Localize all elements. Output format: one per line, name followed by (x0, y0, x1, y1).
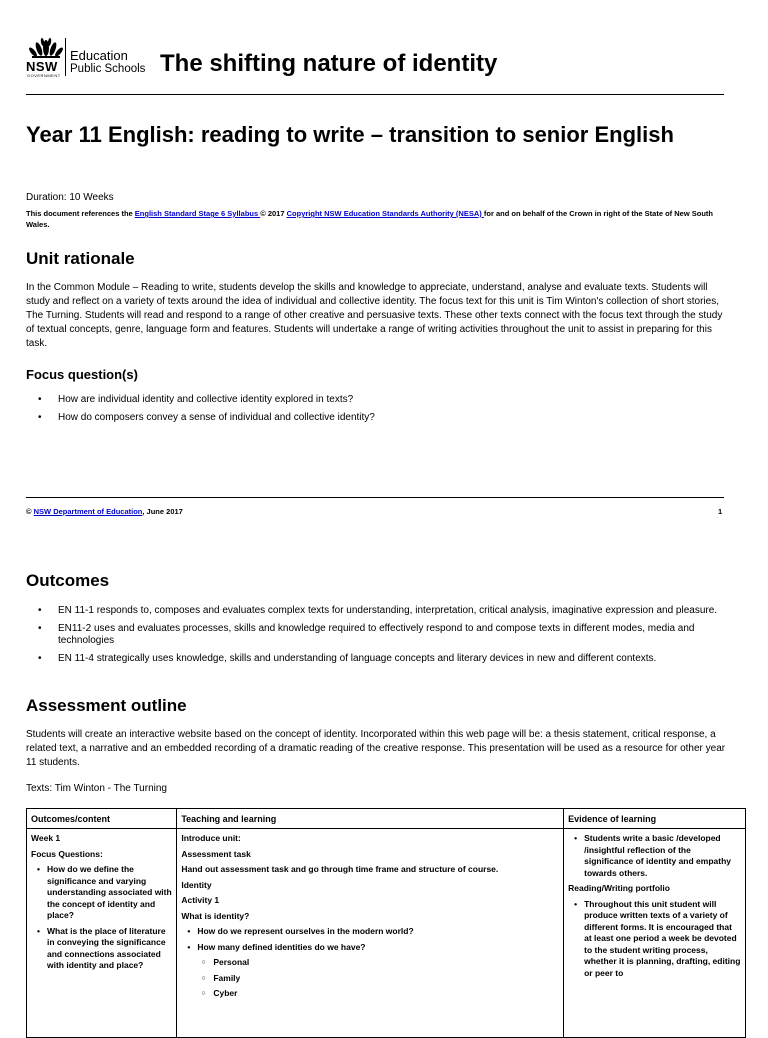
list-item: • EN 11-4 strategically uses knowledge, skills and understanding of language concepts and literary devices in new and different contexts. (26, 653, 724, 666)
list-item: • What is the place of literature in conveying the significance and connections associated with identity and place? (31, 926, 172, 972)
footer-date: , June 2017 (142, 507, 183, 516)
list-item: • How many defined identities do we have? (181, 942, 559, 954)
list-item: • Students write a basic /developed /insightful reflection of the significance of identity and empathy towards others. (568, 833, 741, 879)
list-item: ○ Personal (181, 957, 559, 969)
document-header (26, 36, 724, 95)
teaching-learning-cell (177, 829, 564, 1038)
introduce-unit-label: Introduce unit: (181, 833, 241, 843)
list-item: ○ Family (181, 973, 559, 985)
focus-questions-label: Focus Questions: (31, 848, 103, 859)
page-number: 1 (718, 507, 723, 516)
evidence-list (568, 833, 741, 879)
assessment-outline-text: Students will create an interactive website based on the concept of identity. Incorporated within this web page will be: a thesis statement, critical response, a related text, a narrative and an embedded recording of a dramatic reading of the creative response. This presentation will be used as a resource for other year 11 students. (26, 729, 726, 768)
unit-table (26, 808, 746, 1038)
column-header: Evidence of learning (564, 809, 746, 829)
unit-rationale-heading: Unit rationale (26, 249, 135, 268)
portfolio-list (568, 899, 741, 980)
reference-middle: © 2017 (260, 209, 287, 218)
unit-rationale-text: In the Common Module – Reading to write, students develop the skills and knowledge to appreciate, understand, analyse and evaluate texts. Students will study and reflect on a variety of texts around the idea of individual and collective identity. The focus text for this unit is Tim Winton's collection of short stories, The Turning. Students will read and respond to a range of other creative and persuasive texts. These other texts connect with the focus text through the study of textual concepts, genre, language form and features. Students will undertake a range of writing activities throughout the unit to assist in preparing for this task. (26, 282, 723, 349)
list-item: • Throughout this unit student will produce written texts of a variety of different forms. It is encouraged that at least one period a week be devoted to the student writing process, whether it is planning, drafting, editing or peer to (568, 899, 741, 980)
nsw-education-logo (26, 36, 154, 80)
what-is-identity-label: What is identity? (181, 910, 250, 921)
column-header: Outcomes/content (27, 809, 177, 829)
list-item: • How are individual identity and collective identity explored in texts? (26, 394, 724, 407)
focus-questions-cell-list (31, 864, 172, 972)
portfolio-label: Reading/Writing portfolio (568, 883, 670, 893)
activity-label: Activity 1 (181, 895, 220, 905)
logo-divider (65, 38, 66, 76)
identity-label: Identity (181, 879, 212, 890)
list-item: • EN11-2 uses and evaluates processes, skills and knowledge required to effectively respond to and compose texts in different modes, media and technologies (26, 623, 724, 648)
list-item: • How do we define the significance and varying understanding associated with the concept of identity and place? (31, 864, 172, 922)
list-item: • EN 11-1 responds to, composes and evaluates complex texts for understanding, interpretation, critical analysis, imaginative expression and pleasure. (26, 605, 724, 618)
reference-suffix: for and on behalf of the Crown in right of the State of New South Wales. (26, 209, 714, 229)
waratah-icon (28, 36, 64, 60)
focus-questions-list (26, 394, 724, 429)
reference-notice (26, 208, 724, 230)
list-item: • How do we represent ourselves in the modern world? (181, 926, 559, 938)
assessment-task-label: Assessment task (181, 848, 251, 859)
week-label: Week 1 (31, 833, 61, 843)
identity-types-list (181, 957, 559, 1000)
duration-text: Duration: 10 Weeks (26, 192, 114, 203)
list-item: ○ Cyber (181, 988, 559, 1000)
evidence-of-learning-cell (564, 829, 746, 1038)
texts-line: Texts: Tim Winton - The Turning (26, 783, 167, 794)
syllabus-link[interactable]: English Standard Stage 6 Syllabus (134, 209, 261, 218)
logo-government-text: GOVERNMENT (27, 73, 61, 78)
logo-education-text: Education (70, 48, 128, 63)
document-title: The shifting nature of identity (160, 50, 498, 77)
page-footer (26, 507, 183, 516)
reference-prefix: This document references the (26, 209, 135, 218)
table-header-row (27, 809, 746, 829)
outcomes-content-cell (27, 829, 177, 1038)
main-heading: Year 11 English: reading to write – transition to senior English (26, 122, 674, 147)
column-header: Teaching and learning (177, 809, 564, 829)
footer-copyright: © (26, 507, 34, 516)
handout-text: Hand out assessment task and go through time frame and structure of course. (181, 864, 499, 874)
department-link[interactable]: NSW Department of Education (33, 507, 143, 516)
identity-questions-list (181, 926, 559, 953)
table-row (27, 829, 746, 1038)
outcomes-heading: Outcomes (26, 571, 110, 590)
logo-nsw-text: NSW (26, 59, 58, 74)
outcomes-list (26, 605, 724, 670)
footer-divider (26, 497, 724, 498)
logo-public-schools-text: Public Schools (70, 63, 146, 75)
focus-questions-heading: Focus question(s) (26, 367, 138, 382)
assessment-outline-heading: Assessment outline (26, 696, 187, 715)
list-item: • How do composers convey a sense of individual and collective identity? (26, 412, 724, 425)
nesa-copyright-link[interactable]: Copyright NSW Education Standards Authority (NESA) (286, 209, 484, 218)
